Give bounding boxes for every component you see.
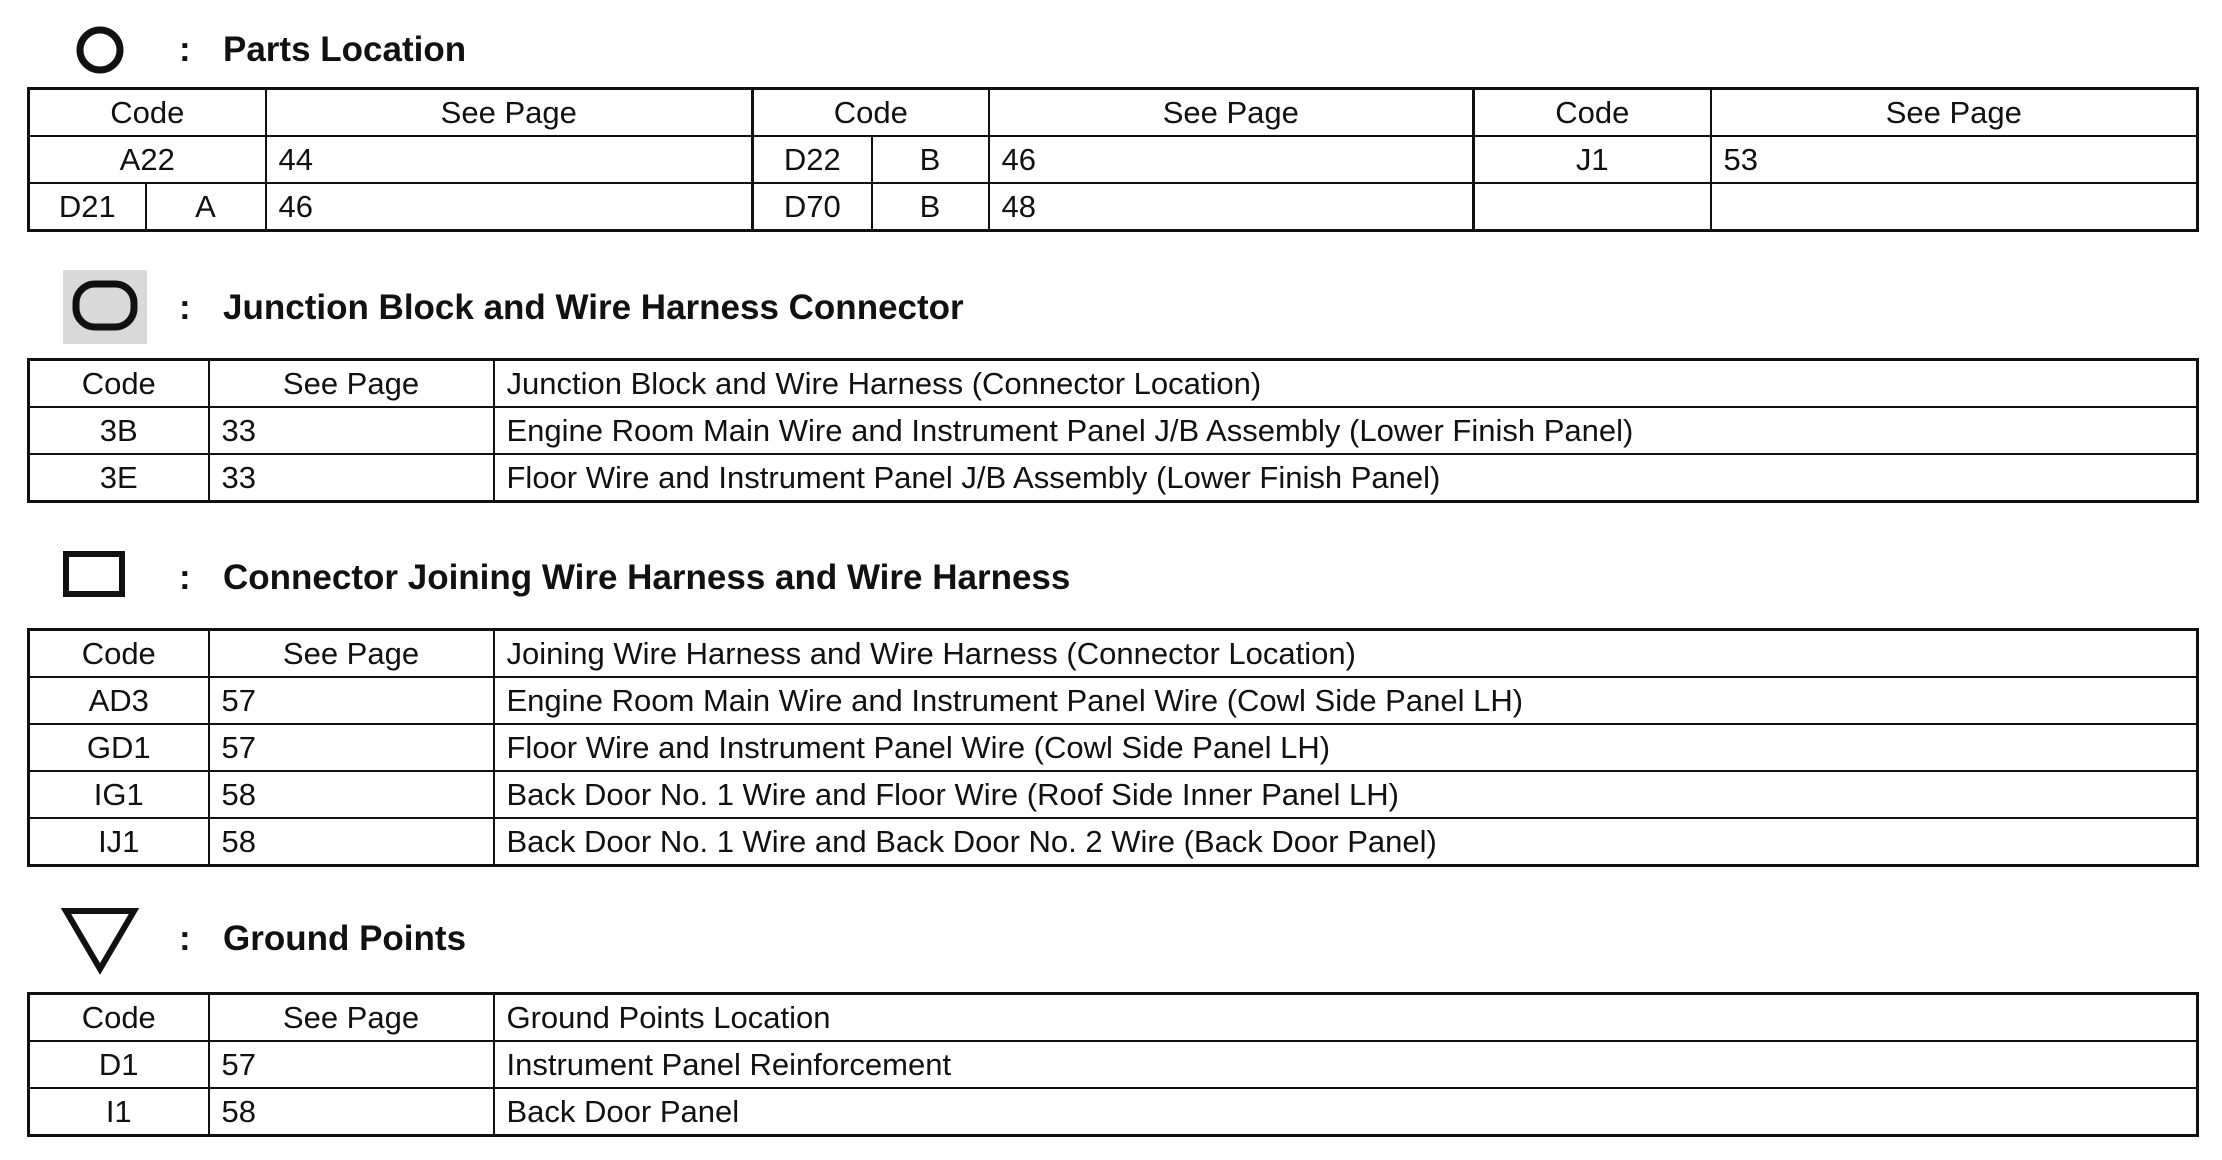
code-cell [1474, 183, 1711, 231]
page-cell: 48 [989, 183, 1474, 231]
junction-block-heading [0, 270, 1400, 344]
see-page-header: See Page [209, 360, 494, 408]
sub-code-cell: B [872, 183, 989, 231]
page-cell: 46 [989, 136, 1474, 183]
circle-icon [72, 22, 128, 78]
location-cell: Engine Room Main Wire and Instrument Panel Wire (Cowl Side Panel LH) [494, 677, 2198, 724]
table-header-row [29, 994, 2198, 1042]
triangle-down-icon [60, 905, 140, 977]
location-cell: Back Door No. 1 Wire and Floor Wire (Roof Side Inner Panel LH) [494, 771, 2198, 818]
code-cell: AD3 [29, 677, 209, 724]
rectangle-icon [62, 550, 126, 600]
parts-location-table [27, 87, 2199, 232]
page-cell: 58 [209, 818, 494, 866]
see-page-header: See Page [209, 994, 494, 1042]
code-header: Code [29, 89, 266, 137]
table-header-row [29, 89, 2198, 137]
location-header: Ground Points Location [494, 994, 2198, 1042]
section-title: Parts Location [223, 30, 467, 69]
ground-points-table [27, 992, 2199, 1137]
code-cell: D1 [29, 1041, 209, 1088]
page-cell: 57 [209, 724, 494, 771]
junction-block-table [27, 358, 2199, 503]
page-cell: 57 [209, 1041, 494, 1088]
location-cell: Floor Wire and Instrument Panel Wire (Cowl Side Panel LH) [494, 724, 2198, 771]
code-cell: GD1 [29, 724, 209, 771]
code-header: Code [29, 630, 209, 678]
table-row [29, 136, 2198, 183]
page-cell: 58 [209, 1088, 494, 1136]
location-header: Joining Wire Harness and Wire Harness (Connector Location) [494, 630, 2198, 678]
code-cell: IJ1 [29, 818, 209, 866]
code-cell: IG1 [29, 771, 209, 818]
see-page-header: See Page [989, 89, 1474, 137]
page-cell: 33 [209, 407, 494, 454]
table-row [29, 818, 2198, 866]
sub-code-cell: B [872, 136, 989, 183]
section-title: Junction Block and Wire Harness Connector [223, 288, 964, 327]
code-cell: 3B [29, 407, 209, 454]
heading-colon: : [179, 30, 191, 69]
table-header-row [29, 360, 2198, 408]
table-row [29, 771, 2198, 818]
code-header: Code [753, 89, 989, 137]
ground-points-heading [0, 905, 1400, 979]
page-cell: 46 [266, 183, 753, 231]
page-cell: 53 [1711, 136, 2198, 183]
connector-joining-heading [0, 550, 1400, 624]
code-header: Code [29, 994, 209, 1042]
code-cell: D70 [753, 183, 872, 231]
page-cell: 44 [266, 136, 753, 183]
table-row [29, 724, 2198, 771]
connector-joining-table [27, 628, 2199, 867]
code-cell: D22 [753, 136, 872, 183]
code-header: Code [29, 360, 209, 408]
page-cell: 33 [209, 454, 494, 502]
heading-colon: : [179, 919, 191, 958]
parts-location-heading [0, 22, 1400, 96]
see-page-header: See Page [266, 89, 753, 137]
section-title: Ground Points [223, 919, 467, 958]
table-row [29, 183, 2198, 231]
see-page-header: See Page [209, 630, 494, 678]
code-cell: D21 [29, 183, 146, 231]
location-cell: Floor Wire and Instrument Panel J/B Assembly (Lower Finish Panel) [494, 454, 2198, 502]
page-cell: 57 [209, 677, 494, 724]
code-cell: J1 [1474, 136, 1711, 183]
heading-colon: : [179, 288, 191, 327]
location-cell: Instrument Panel Reinforcement [494, 1041, 2198, 1088]
location-cell: Engine Room Main Wire and Instrument Panel J/B Assembly (Lower Finish Panel) [494, 407, 2198, 454]
see-page-header: See Page [1711, 89, 2198, 137]
heading-colon: : [179, 558, 191, 597]
page-cell: 58 [209, 771, 494, 818]
rounded-rectangle-icon [63, 270, 147, 344]
code-header: Code [1474, 89, 1711, 137]
code-cell: A22 [29, 136, 266, 183]
location-cell: Back Door Panel [494, 1088, 2198, 1136]
location-header: Junction Block and Wire Harness (Connector Location) [494, 360, 2198, 408]
code-cell: I1 [29, 1088, 209, 1136]
table-header-row [29, 630, 2198, 678]
section-title: Connector Joining Wire Harness and Wire Harness [223, 558, 1071, 597]
table-row [29, 407, 2198, 454]
table-row [29, 1088, 2198, 1136]
table-row [29, 454, 2198, 502]
code-cell: 3E [29, 454, 209, 502]
sub-code-cell: A [146, 183, 266, 231]
location-cell: Back Door No. 1 Wire and Back Door No. 2 Wire (Back Door Panel) [494, 818, 2198, 866]
table-row [29, 677, 2198, 724]
page-cell [1711, 183, 2198, 231]
table-row [29, 1041, 2198, 1088]
